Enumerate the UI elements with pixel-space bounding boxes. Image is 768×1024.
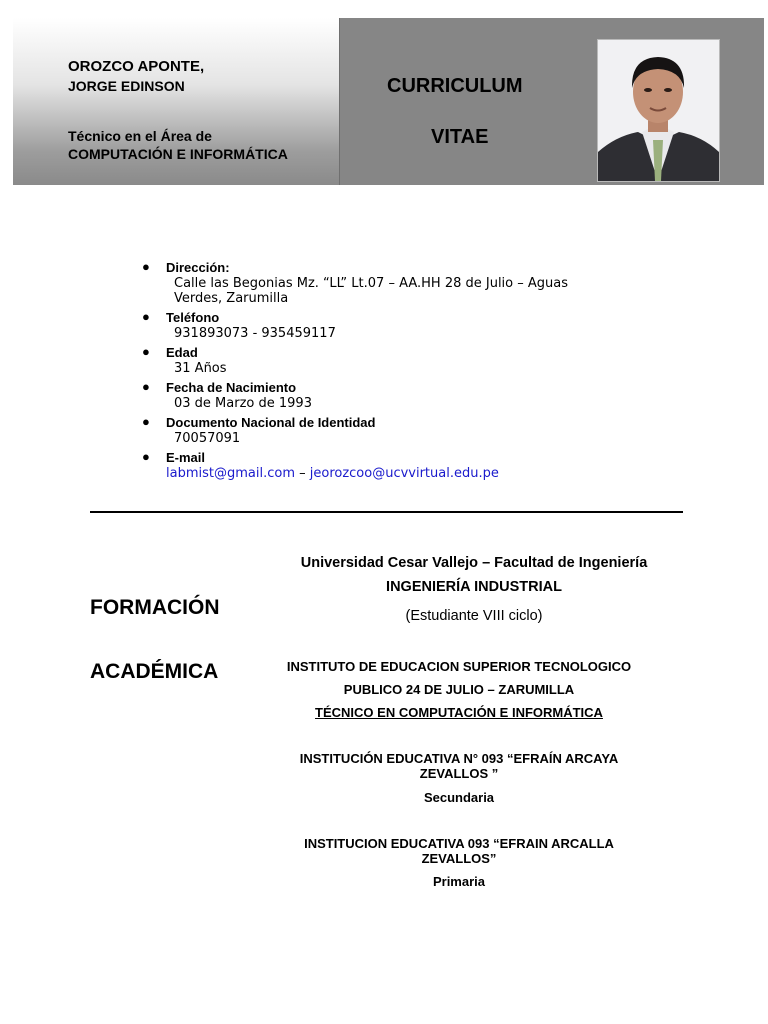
age-label: Edad [166, 345, 198, 360]
professional-title-line2: COMPUTACIÓN E INFORMÁTICA [68, 146, 288, 162]
secondary-school-name-line1: INSTITUCIÓN EDUCATIVA N° 093 “EFRAÍN ARCAYA [299, 751, 619, 766]
education-section-title-line2: ACADÉMICA [90, 660, 219, 683]
profile-photo-portrait [598, 40, 719, 181]
bullet-icon: ● [142, 344, 150, 359]
full-name-given: JORGE EDINSON [68, 78, 185, 94]
professional-title-line1: Técnico en el Área de [68, 128, 212, 144]
id-document-label: Documento Nacional de Identidad [166, 415, 376, 430]
primary-school-name-line2: ZEVALLOS” [421, 851, 497, 866]
list-item-birth-date [140, 379, 660, 411]
list-item-address [140, 259, 660, 306]
birth-date-value: 03 de Marzo de 1993 [174, 396, 312, 411]
full-name-surnames: OROZCO APONTE, [68, 58, 205, 75]
bullet-icon: ● [142, 259, 150, 274]
primary-school-name-line1: INSTITUCION EDUCATIVA 093 “EFRAIN ARCALLA [304, 836, 614, 851]
list-item-phone [140, 309, 660, 341]
primary-level: Primaria [432, 874, 486, 889]
list-item-email [140, 449, 660, 482]
university-name: Universidad Cesar Vallejo – Facultad de Ingeniería [300, 555, 648, 571]
institute-degree: TÉCNICO EN COMPUTACIÓN E INFORMÁTICA [315, 705, 603, 720]
phone-value: 931893073 - 935459117 [174, 326, 336, 341]
institute-name-line2: PUBLICO 24 DE JULIO – ZARUMILLA [343, 682, 575, 697]
address-label: Dirección: [166, 260, 230, 275]
section-divider [90, 511, 683, 513]
secondary-school-name-line2: ZEVALLOS ” [419, 766, 499, 781]
email-separator: – [294, 466, 310, 481]
list-item-age [140, 344, 660, 376]
bullet-icon: ● [142, 449, 150, 464]
education-section-title-line1: FORMACIÓN [90, 596, 220, 619]
email-link-ucv[interactable]: jeorozcoo@ucvvirtual.edu.pe [309, 466, 499, 481]
header-name-panel [13, 18, 340, 185]
id-document-value: 70057091 [174, 431, 241, 446]
secondary-level: Secundaria [423, 790, 495, 805]
address-line1: Calle las Begonias Mz. “LL” Lt.07 – AA.HH 28 de Julio – Aguas [174, 276, 569, 291]
bullet-icon: ● [142, 379, 150, 394]
birth-date-label: Fecha de Nacimiento [166, 380, 297, 395]
bullet-icon: ● [142, 309, 150, 324]
address-line2: Verdes, Zarumilla [174, 291, 289, 306]
list-item-id-document [140, 414, 660, 446]
age-value: 31 Años [174, 361, 227, 376]
email-label: E-mail [166, 450, 206, 465]
email-values [166, 466, 660, 482]
university-status: (Estudiante VIII ciclo) [405, 608, 543, 624]
personal-info-list [140, 259, 660, 485]
phone-label: Teléfono [166, 310, 220, 325]
email-link-gmail[interactable]: labmist@gmail.com [166, 466, 295, 481]
profile-photo [597, 39, 720, 182]
document-title-line2: VITAE [431, 126, 489, 148]
bullet-icon: ● [142, 414, 150, 429]
university-degree: INGENIERÍA INDUSTRIAL [386, 579, 562, 595]
institute-name-line1: INSTITUTO DE EDUCACION SUPERIOR TECNOLOGICO [286, 659, 632, 674]
cv-header [13, 18, 764, 185]
document-title-line1: CURRICULUM [387, 75, 523, 97]
